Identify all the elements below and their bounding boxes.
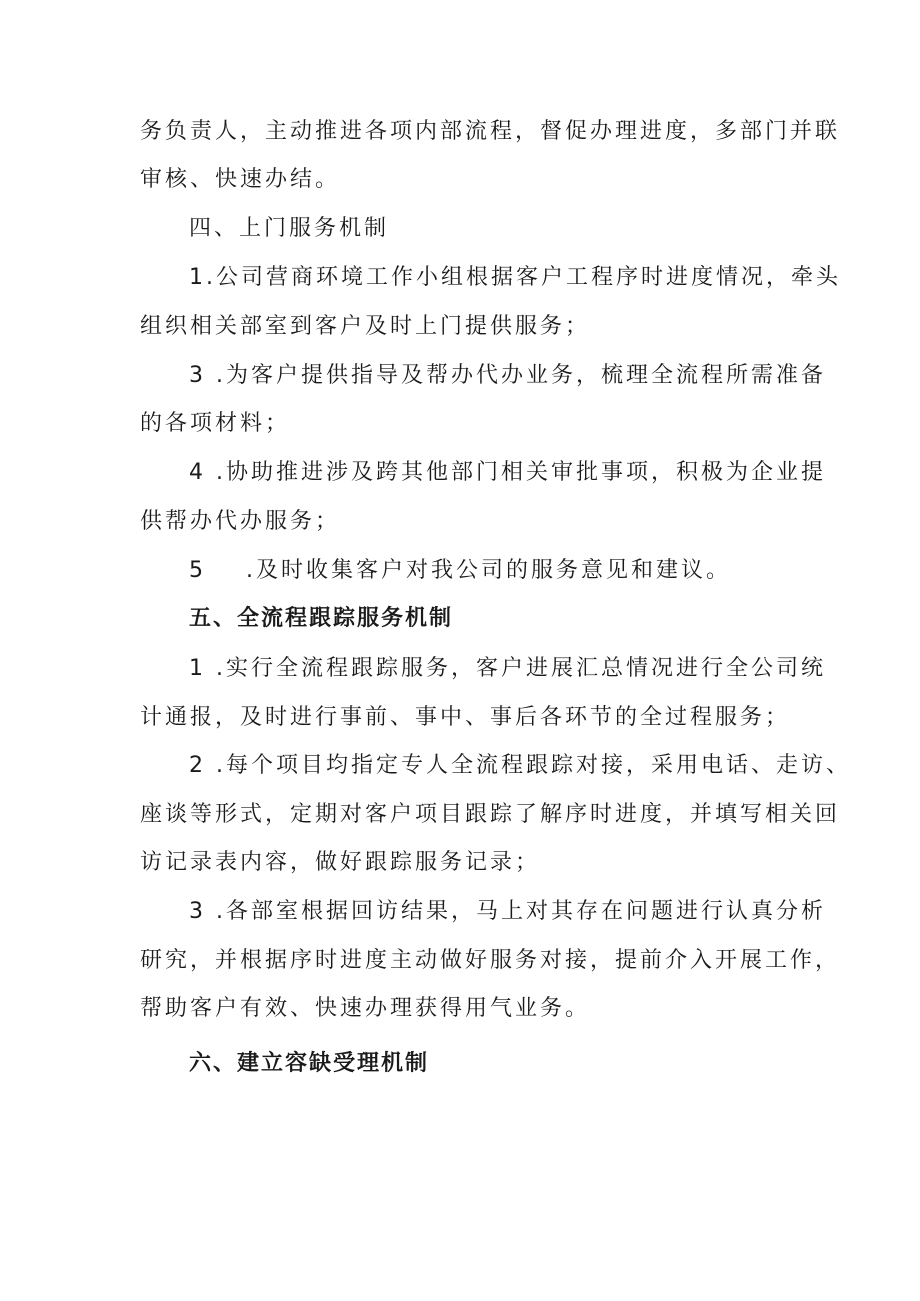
list-item-line: 计通报，及时进行事前、事中、事后各环节的全过程服务； (140, 705, 791, 730)
list-item-line: 访记录表内容，做好跟踪服务记录； (140, 850, 541, 875)
list-item-line: 座谈等形式，定期对客户项目跟踪了解序时进度，并填写相关回 (140, 802, 841, 827)
list-item-line: 的各项材料； (140, 411, 291, 436)
list-item-line: 3 .各部室根据回访结果，马上对其存在问题进行认真分析 (189, 899, 826, 924)
paragraph-line: 审核、快速办结。 (140, 167, 341, 192)
list-item (189, 556, 731, 586)
section-heading-4: 四、上门服务机制 (189, 216, 390, 241)
list-item-line: 研究，并根据序时进度主动做好服务对接，提前介入开展工作， (140, 948, 841, 973)
list-item-line: 2 .每个项目均指定专人全流程跟踪对接，采用电话、走访、 (189, 753, 851, 778)
list-item-line: 4 .协助推进涉及跨其他部门相关审批事项，积极为企业提 (189, 460, 826, 485)
section-heading-5: 五、全流程跟踪服务机制 (189, 606, 454, 631)
list-item-number: 5 (189, 558, 206, 583)
list-item-line: 组织相关部室到客户及时上门提供服务； (140, 314, 591, 339)
list-item-line: 帮助客户有效、快速办理获得用气业务。 (140, 996, 591, 1021)
list-item-line: 3 .为客户提供指导及帮办代办业务，梳理全流程所需准备 (189, 363, 826, 388)
list-item-text: .及时收集客户对我公司的服务意见和建议。 (246, 558, 731, 583)
list-item-line: 1.公司营商环境工作小组根据客户工程序时进度情况，牵头 (189, 265, 841, 290)
paragraph-line: 务负责人，主动推进各项内部流程，督促办理进度，多部门并联 (140, 119, 841, 144)
section-heading-6: 六、建立容缺受理机制 (189, 1051, 430, 1076)
list-item-line: 1 .实行全流程跟踪服务，客户进展汇总情况进行全公司统 (189, 656, 826, 681)
list-item-line: 供帮办代办服务； (140, 509, 341, 534)
